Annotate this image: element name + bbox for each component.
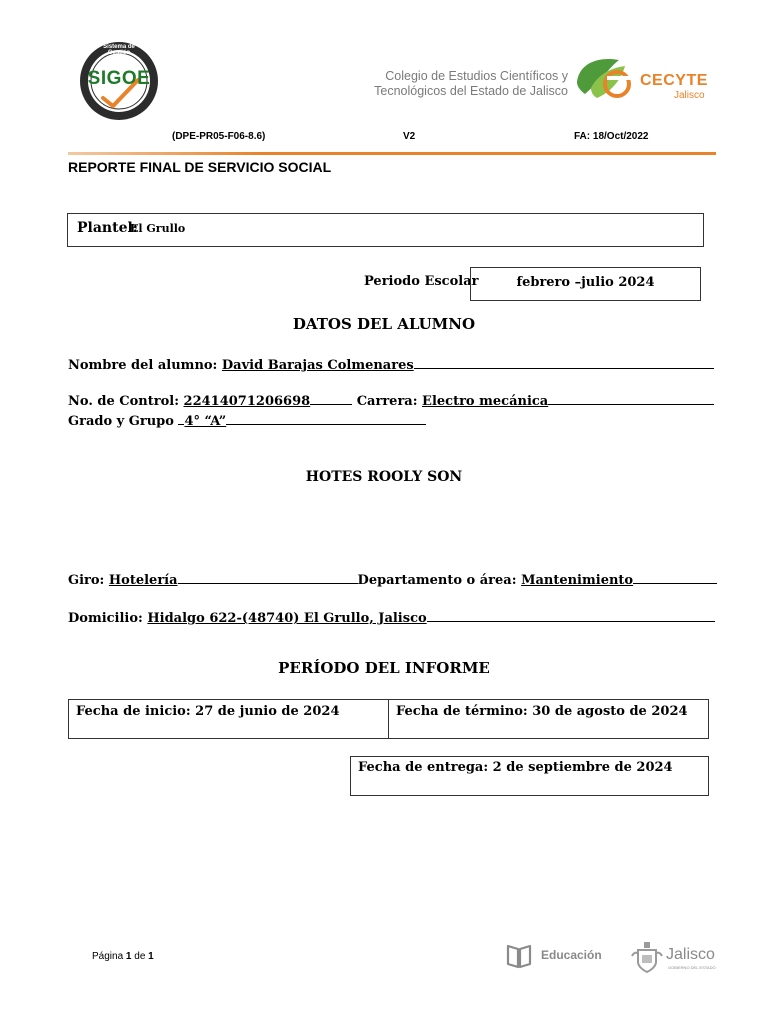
jalisco-label: Jalisco	[666, 946, 715, 963]
nombre-row	[68, 355, 714, 373]
fecha-entrega: Fecha de entrega: 2 de septiembre de 2024	[358, 760, 673, 775]
fecha-termino: Fecha de término: 30 de agosto de 2024	[396, 704, 688, 719]
carrera-line	[548, 391, 714, 405]
plantel-box	[67, 213, 704, 247]
plantel-label: Plantel:	[77, 220, 138, 236]
grado-value: 4° “A”	[184, 414, 227, 429]
domicilio-line	[427, 608, 715, 622]
departamento-label: Departamento o área:	[357, 573, 517, 588]
college-line-1: Colegio de Estudios Científicos y	[385, 69, 568, 83]
carrera-value: Electro mecánica	[422, 394, 549, 409]
control-row	[68, 391, 714, 409]
grado-line	[226, 411, 426, 425]
college-line-2: Tecnológicos del Estado de Jalisco	[374, 84, 568, 98]
college-name	[354, 69, 568, 99]
giro-line	[178, 570, 358, 584]
page-number	[92, 951, 154, 962]
grado-label: Grado y Grupo	[68, 414, 174, 429]
giro-label: Giro:	[68, 573, 105, 588]
cecyte-brand: CECYTE	[640, 72, 708, 89]
page-prefix: Página	[92, 951, 124, 962]
page-of: de	[134, 951, 146, 962]
departamento-line	[633, 570, 717, 584]
control-line	[310, 391, 352, 405]
fecha-inicio: Fecha de inicio: 27 de junio de 2024	[76, 704, 340, 719]
giro-row	[68, 570, 717, 588]
fechas-table	[68, 699, 709, 739]
departamento-value: Mantenimiento	[521, 573, 634, 588]
header-divider	[68, 152, 716, 155]
fecha-entrega-box	[350, 756, 709, 796]
cecyte-leaf-icon	[573, 54, 635, 104]
empresa-name: HOTES ROOLY SON	[305, 469, 463, 485]
periodo-box	[470, 267, 701, 301]
domicilio-value: Hidalgo 622-(48740) El Grullo, Jalisco	[147, 611, 427, 626]
seal-ring-text: Sistema de Gestión	[103, 44, 135, 56]
nombre-label: Nombre del alumno:	[68, 358, 218, 373]
grado-row	[68, 411, 426, 429]
book-icon	[506, 942, 532, 970]
giro-value: Hotelería	[108, 573, 178, 588]
gobierno-label: GOBIERNO DEL ESTADO	[668, 965, 716, 970]
doc-date: FA: 18/Oct/2022	[574, 131, 649, 142]
fechas-divider	[388, 700, 389, 738]
control-label: No. de Control:	[68, 394, 179, 409]
seal-title: SIGOE	[87, 68, 151, 89]
educacion-label: Educación	[541, 948, 602, 962]
domicilio-row	[68, 608, 715, 626]
periodo-informe-title: PERÍODO DEL INFORME	[278, 659, 490, 677]
plantel-value: El Grullo	[130, 222, 186, 235]
nombre-line	[414, 355, 714, 369]
doc-version: V2	[403, 131, 416, 142]
doc-code: (DPE-PR05-F06-8.6)	[172, 131, 266, 142]
control-value: 22414071206698	[183, 394, 311, 409]
periodo-value: febrero –julio 2024	[516, 275, 655, 290]
page-total: 1	[148, 951, 154, 962]
nombre-value: David Barajas Colmenares	[221, 358, 414, 373]
sigoe-seal-logo	[78, 40, 160, 122]
domicilio-label: Domicilio:	[68, 611, 143, 626]
cecyte-sub: Jalisco	[674, 90, 705, 101]
carrera-label: Carrera:	[356, 394, 418, 409]
periodo-label: Periodo Escolar	[364, 274, 479, 289]
jalisco-crest-icon	[630, 940, 664, 974]
datos-title: DATOS DEL ALUMNO	[292, 315, 476, 333]
page-current: 1	[125, 951, 132, 962]
report-title: REPORTE FINAL DE SERVICIO SOCIAL	[68, 159, 332, 175]
